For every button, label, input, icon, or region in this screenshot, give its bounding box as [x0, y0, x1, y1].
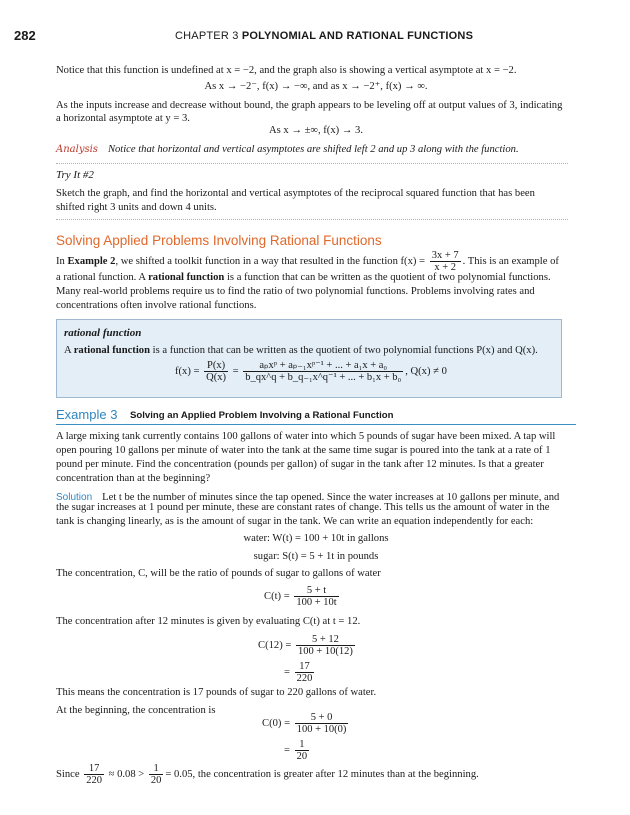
def-condition: , Q(x) ≠ 0 — [405, 365, 447, 377]
c0-den-2: 20 — [296, 751, 308, 762]
solution-line-3: tank is changing linearly, as is the amount of sugar in the tank. We can write an equation independently for each: — [56, 516, 534, 527]
sugar-equation: sugar: S(t) = 5 + 1t in pounds — [253, 551, 379, 562]
since-num-2: 1 — [149, 763, 164, 775]
since-den-1: 220 — [86, 775, 102, 786]
definition-formula — [175, 360, 447, 383]
c0-result — [284, 739, 311, 762]
ct-den: 100 + 10t — [296, 597, 337, 608]
def-text-bold: rational function — [73, 345, 150, 356]
intro-example-ref: Example 2 — [67, 255, 116, 267]
water-equation: water: W(t) = 100 + 10t in gallons — [243, 533, 389, 544]
equation-horizontal-asymptote: As x → ±∞, f(x) → 3. — [269, 125, 363, 136]
c12-fraction-2 — [295, 661, 315, 684]
ct-equation — [264, 585, 341, 608]
ct-fraction — [294, 585, 338, 608]
section-intro-line-1 — [56, 250, 576, 273]
solution-label: Solution — [56, 492, 93, 503]
solution-line-2: the sugar increases at 1 pound per minute, these are constant rates of change. This tells us the amount of water in the — [56, 502, 550, 513]
def-text-b: is a function that can be written as the quotient of two polynomial functions P(x) and Q(x). — [152, 345, 538, 356]
line2-a: a rational function. A — [56, 272, 146, 283]
def-text-a: A — [64, 345, 72, 356]
concentration-text: The concentration, C, will be the ratio of pounds of sugar to gallons of water — [56, 568, 381, 579]
try-it-label: Try It #2 — [56, 169, 94, 181]
c12-num: 5 + 12 — [296, 634, 355, 646]
try-it-bottom-rule — [56, 219, 568, 220]
problem-line-4: concentration than at the beginning? — [56, 473, 211, 484]
c12-den-2: 220 — [296, 673, 313, 684]
paragraph-undefined: Notice that this function is undefined at x = −2, and the graph also is showing a vertical asymptote at x = −2. — [56, 65, 517, 76]
c0-fraction — [295, 712, 349, 735]
def-poly-fraction — [243, 360, 403, 383]
since-fraction-1 — [84, 763, 104, 786]
since-den-2: 20 — [150, 775, 162, 786]
c12-fraction — [296, 634, 355, 657]
def-lhs: f(x) = — [175, 365, 200, 377]
section-intro-line-4: concentrations often involve rational functions. — [56, 300, 257, 311]
def-poly-den: b_qx^q + b_q₋₁x^q⁻¹ + ... + b₁x + b₀ — [245, 372, 402, 383]
c0-eq: = — [284, 744, 290, 756]
c0-equation — [262, 712, 350, 735]
chapter-title: POLYNOMIAL AND RATIONAL FUNCTIONS — [241, 30, 474, 42]
c0-num: 5 + 0 — [295, 712, 349, 724]
solution-text-1: Let t be the number of minutes since the tap opened. Since the water increases at 10 gallons per minute, and — [102, 492, 560, 503]
def-p: P(x) — [204, 360, 228, 372]
c12-den: 100 + 10(12) — [298, 646, 353, 657]
c0-den: 100 + 10(0) — [296, 724, 347, 735]
example-rule — [56, 424, 576, 425]
means-text: This means the concentration is 17 pounds of sugar to 220 gallons of water. — [56, 687, 377, 698]
def-pq-fraction — [204, 360, 228, 383]
def-eq: = — [232, 365, 239, 377]
ct-lhs: C(t) = — [264, 590, 290, 602]
definition-text — [64, 344, 538, 358]
c12-lhs: C(12) = — [258, 639, 292, 651]
c12-result — [284, 661, 316, 684]
analysis-text: Notice that horizontal and vertical asymptotes are shifted left 2 and up 3 along with the function. — [107, 144, 519, 155]
problem-line-3: pound per minute. Find the concentration (pounds per gallon) of sugar in the tank after 12 minutes. Is that a greater — [56, 459, 544, 470]
intro-fraction — [430, 250, 461, 273]
analysis-label: Analysis — [56, 144, 98, 155]
equation-vertical-asymptote: As x → −2⁻, f(x) → −∞, and as x → −2⁺, f(x) → ∞. — [204, 81, 428, 92]
try-it-top-rule — [56, 163, 568, 164]
c0-num-2: 1 — [295, 739, 310, 751]
c12-eq: = — [284, 666, 290, 678]
beginning-text: At the beginning, the concentration is — [56, 705, 216, 716]
chapter-label: CHAPTER 3 — [175, 30, 239, 42]
c12-equation — [258, 634, 357, 657]
since-num-1: 17 — [84, 763, 104, 775]
analysis-note — [56, 139, 576, 157]
since-line — [56, 763, 479, 786]
intro-fraction-den: x + 2 — [434, 262, 456, 273]
section-intro-line-2 — [56, 271, 551, 285]
example-title: Solving an Applied Problem Involving a Rational Function — [130, 410, 394, 421]
paragraph-leveling-1: As the inputs increase and decrease without bound, the graph appears to be leveling off at output values of 3, indicating — [56, 100, 563, 111]
line2-bold: rational function — [148, 272, 225, 283]
c12-num-2: 17 — [295, 661, 315, 673]
since-a: Since — [56, 768, 80, 780]
after-12-text: The concentration after 12 minutes is given by evaluating C(t) at t = 12. — [56, 616, 361, 627]
try-it-line-1: Sketch the graph, and find the horizontal and vertical asymptotes of the reciprocal squared function that has been — [56, 188, 535, 199]
c0-fraction-2 — [295, 739, 310, 762]
section-intro-line-3: Many real-world problems require us to find the ratio of two polynomial functions. Problems involving rates and — [56, 286, 535, 297]
intro-text-b: , we shifted a toolkit function in a way that resulted in the function f(x) = — [115, 255, 426, 267]
c0-lhs: C(0) = — [262, 717, 291, 729]
since-c: = 0.05, the concentration is greater after 12 minutes than at the beginning. — [165, 768, 479, 780]
since-fraction-2 — [149, 763, 164, 786]
intro-text-c: . This is an example of — [462, 255, 559, 267]
intro-fraction-num: 3x + 7 — [431, 250, 459, 261]
running-header — [175, 30, 473, 42]
paragraph-leveling-2: a horizontal asymptote at y = 3. — [56, 113, 190, 124]
example-label: Example 3 — [56, 407, 118, 422]
try-it-line-2: shifted right 3 units and down 4 units. — [56, 202, 217, 213]
def-poly-num: aₚxᵖ + aₚ₋₁xᵖ⁻¹ + ... + a₁x + a₀ — [243, 360, 403, 372]
line2-b: is a function that can be written as the quotient of two polynomial functions. — [226, 272, 551, 283]
page-number: 282 — [14, 28, 36, 43]
problem-line-1: A large mixing tank currently contains 100 gallons of water into which 5 pounds of sugar have been mixed. A tap will — [56, 431, 556, 442]
section-title: Solving Applied Problems Involving Rational Functions — [56, 233, 382, 248]
intro-text-a: In — [56, 255, 65, 267]
ct-num: 5 + t — [294, 585, 338, 597]
problem-line-2: open pouring 10 gallons per minute of water into the tank at the same time sugar is poured into the tank at a rate of 1 — [56, 445, 551, 456]
since-b: ≈ 0.08 > — [108, 768, 145, 780]
def-q: Q(x) — [206, 372, 226, 383]
definition-title: rational function — [64, 327, 142, 339]
